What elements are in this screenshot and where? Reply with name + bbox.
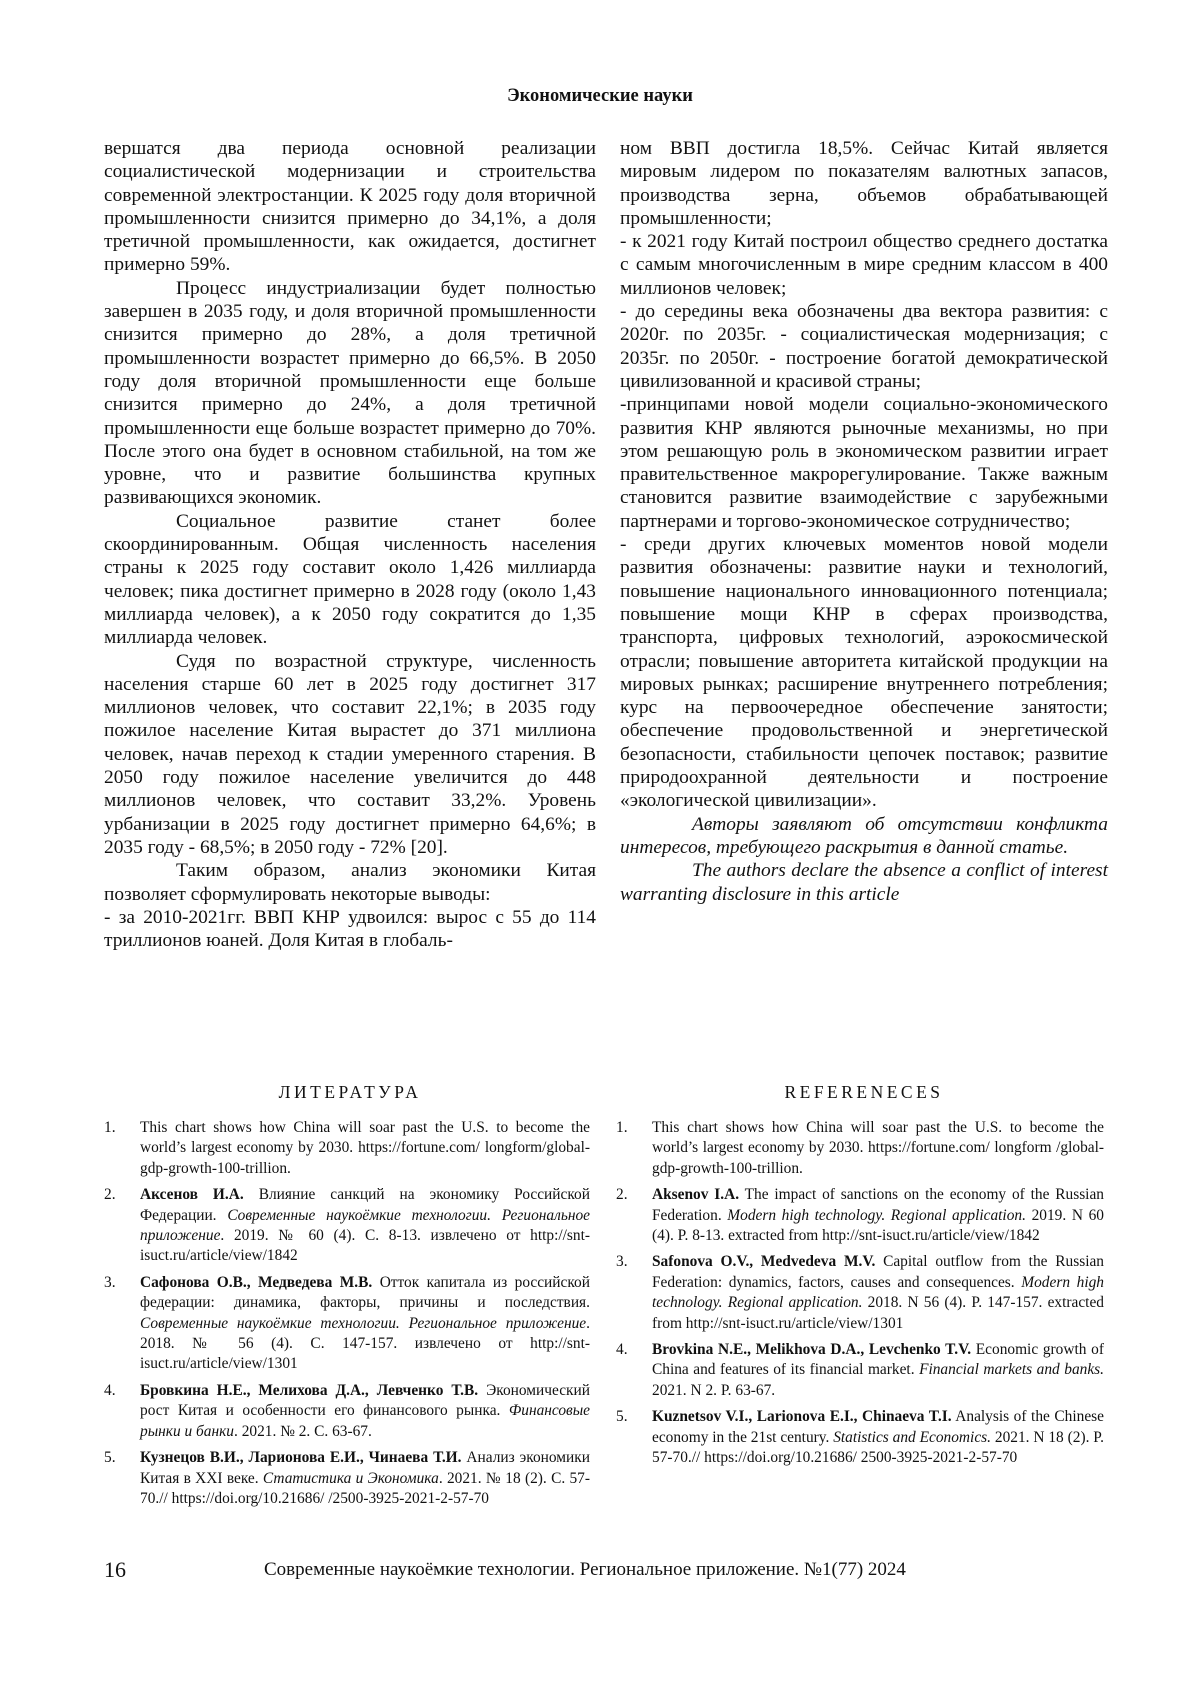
paragraph: Судя по возрастной структуре, численность населения старше 60 лет в 2025 году достигнет 317 миллионов человек, что составит 22,1%; в 2035 году пожилое население Китая вырастет до 371 миллиона человек, начав переход к стадии умеренного старения. В 2050 году пожилое население увеличится до 448 миллионов человек, что составит 33,2%. Уровень урбанизации в 2025 году достигнет примерно 64,6%; в 2035 году - 68,5%; в 2050 году - 72% [20].	[104, 650, 596, 858]
paragraph: - среди других ключевых моментов новой модели развития обозначены: развитие науки и технологий, повышение национального инновационного потенциала; повышение мощи КНР в сферах производства, транспорта, цифровых технологий, аэрокосмической отрасли; повышение авторитета китайской продукции на мировых рынках; расширение внутреннего потребления; курс на первоочередное обеспечение занятости; обеспечение продовольственной и энергетической безопасности, стабильности цепочек поставок; развитие природоохранной деятельности и построение «экологической цивилизации».	[620, 534, 1108, 812]
reference-source: Современные наукоёмкие технологии. Региональное приложение	[140, 1206, 590, 1245]
reference-source: Financial markets and banks.	[919, 1361, 1105, 1379]
reference-item	[104, 1381, 590, 1442]
section-title: Экономические науки	[507, 86, 693, 106]
reference-item	[616, 1252, 1104, 1334]
reference-number: 1.	[104, 1119, 116, 1136]
reference-details: 2021. N 18 (2). P. 57-70.// https://doi.org/10.21686/ 2500-3925-2021-2-57-70	[652, 1428, 1104, 1467]
reference-item	[616, 1340, 1104, 1401]
reference-source: Modern high technology. Regional application.	[727, 1206, 1026, 1224]
reference-title: The impact of sanctions on the economy of the Russian Federation.	[652, 1186, 1104, 1224]
reference-title: Влияние санкций на экономику Российской Федерации.	[140, 1186, 590, 1224]
reference-title: Экономический рост Китая и особенности его финансового рынка.	[140, 1381, 590, 1420]
reference-details: 2018. N 56 (4). P. 147-157. extracted from http://snt-isuct.ru/article/view/1301	[652, 1294, 1104, 1332]
left-text-column	[104, 137, 596, 952]
reference-title: Отток капитала из российской федерации: динамика, факторы, причины и последствия.	[140, 1273, 590, 1312]
reference-number: 3.	[616, 1253, 628, 1271]
paragraph: - до середины века обозначены два вектора развития: с 2020г. по 2035г. - социалистическая модернизация; с 2035г. по 2050г. - построение богатой демократической цивилизованной и красивой страны;	[620, 301, 1108, 392]
reference-title: Анализ экономики Китая в XXI веке.	[140, 1449, 590, 1487]
page-number: 16	[104, 1557, 126, 1582]
reference-number: 4.	[616, 1341, 628, 1359]
reference-item	[616, 1407, 1104, 1468]
references-ru-heading: ЛИТЕРАТУРА	[278, 1082, 422, 1102]
reference-authors: Safonova O.V., Medvedeva M.V.	[652, 1253, 876, 1271]
reference-item	[104, 1185, 590, 1267]
reference-item	[104, 1118, 590, 1179]
paragraph: - за 2010-2021гг. ВВП КНР удвоился: вырос с 55 до 114 триллионов юаней. Доля Китая в глобаль-	[104, 906, 596, 952]
paragraph: -принципами новой модели социально-экономического развития КНР являются рыночные механизмы, но при этом решающую роль в экономическом развитии играет правительственное макрорегулирование. Также важным становится развитие взаимодействие с зарубежными партнерами и торгово-экономическое сотрудничество;	[620, 394, 1108, 532]
paragraph: Процесс индустриализации будет полностью завершен в 2035 году, и доля вторичной промышленности снизится примерно до 28%, а доля третичной промышленности возрастет примерно до 66,5%. В 2050 году доля вторичной промышленности еще больше снизится примерно до 24%, а доля третичной промышленности еще больше возрастет примерно до 70%. После этого она будет в основном стабильной, на том же уровне, что и развитие большинства крупных развивающихся экономик.	[104, 277, 596, 509]
reference-authors: Aksenov I.A.	[652, 1186, 740, 1204]
reference-authors: Кузнецов В.И., Ларионова Е.И., Чинаева Т.И.	[140, 1449, 462, 1467]
reference-number: 3.	[104, 1273, 116, 1291]
reference-details: . 2018. № 56 (4). С. 147-157. извлечено от http://snt-isuct.ru/article/view/1301	[140, 1314, 590, 1373]
reference-item	[616, 1185, 1104, 1246]
reference-source: Statistics and Economics.	[833, 1428, 991, 1446]
reference-details: 2021. N 2. P. 63-67.	[652, 1381, 776, 1399]
reference-number: 1.	[616, 1119, 628, 1136]
reference-item	[616, 1118, 1104, 1179]
paragraph: ном ВВП достигла 18,5%. Сейчас Китай является мировым лидером по показателям валютных запасов, производства зерна, объемов обрабатывающей промышленности;	[620, 138, 1108, 229]
reference-number: 2.	[104, 1186, 116, 1204]
reference-source: Финансовые рынки и банки	[140, 1402, 590, 1440]
reference-title: This chart shows how China will soar past the U.S. to become the world’s largest economy by 2030. https://fortune.com/ longform/global-gdp-growth-100-trillion.	[140, 1119, 590, 1177]
reference-item	[104, 1448, 590, 1509]
references-en-list	[616, 1118, 1104, 1475]
references-en-heading: REFERENECES	[784, 1082, 944, 1102]
reference-title: This chart shows how China will soar past the U.S. to become the world’s largest economy by 2030. https://fortune.com/ longform /global-gdp-growth-100-trillion.	[652, 1119, 1104, 1177]
reference-source: Современные наукоёмкие технологии. Региональное приложение	[140, 1314, 587, 1332]
reference-details: . 2019. № 60 (4). С. 8-13. извлечено от http://snt-isuct.ru/article/view/1842	[140, 1227, 590, 1265]
reference-number: 4.	[104, 1381, 116, 1399]
paragraph: Таким образом, анализ экономики Китая позволяет сформулировать некоторые выводы:	[104, 860, 596, 905]
reference-title: Analysis of the Chinese economy in the 21st century.	[652, 1408, 1104, 1446]
paragraph: - к 2021 году Китай построил общество среднего достатка с самым многочисленным в мире средним классом в 400 миллионов человек;	[620, 231, 1108, 299]
reference-details: 2019. N 60 (4). P. 8-13. extracted from http://snt-isuct.ru/article/view/1842	[652, 1206, 1104, 1245]
reference-authors: Brovkina N.E., Melikhova D.A., Levchenko T.V.	[652, 1341, 972, 1359]
reference-details: . 2021. № 18 (2). С. 57-70.// https://doi.org/10.21686/ /2500-3925-2021-2-57-70	[140, 1469, 591, 1507]
reference-item	[104, 1273, 590, 1375]
reference-authors: Kuznetsov V.I., Larionova E.I., Chinaeva T.I.	[652, 1408, 952, 1426]
journal-name: Современные наукоёмкие технологии. Региональное приложение. №1(77) 2024	[264, 1559, 906, 1580]
paragraph: The authors declare the absence a conflict of interest warranting disclosure in this article	[620, 860, 1108, 905]
reference-authors: Аксенов И.А.	[140, 1186, 244, 1204]
reference-title: Capital outflow from the Russian Federation: dynamics, factors, causes and consequences.	[652, 1253, 1105, 1291]
references-ru-list	[104, 1118, 590, 1515]
reference-title: Economic growth of China and features of its financial market.	[652, 1341, 1104, 1379]
reference-number: 2.	[616, 1186, 628, 1204]
reference-source: Статистика и Экономика	[262, 1469, 439, 1487]
reference-source: Modern high technology. Regional application.	[652, 1273, 1104, 1312]
paragraph: вершатся два периода основной реализации социалистической модернизации и строительства современной электростанции. К 2025 году доля вторичной промышленности снизится примерно до 34,1%, а доля третичной промышленности, как ожидается, достигнет примерно 59%.	[104, 138, 596, 276]
reference-authors: Бровкина Н.Е., Мелихова Д.А., Левченко Т.В.	[140, 1381, 479, 1399]
reference-number: 5.	[616, 1408, 628, 1426]
reference-number: 5.	[104, 1449, 116, 1467]
paragraph: Социальное развитие станет более скоординированным. Общая численность населения страны к 2025 году составит около 1,426 миллиарда человек; пика достигнет примерно в 2028 году (около 1,43 миллиарда человек), а к 2050 году сократится до 1,35 миллиарда человек.	[104, 510, 596, 649]
reference-authors: Сафонова О.В., Медведева М.В.	[140, 1273, 373, 1291]
right-text-column	[620, 137, 1108, 906]
paragraph: Авторы заявляют об отсутствии конфликта интересов, требующего раскрытия в данной статье.	[620, 813, 1108, 858]
reference-details: . 2021. № 2. С. 63-67.	[234, 1422, 372, 1440]
